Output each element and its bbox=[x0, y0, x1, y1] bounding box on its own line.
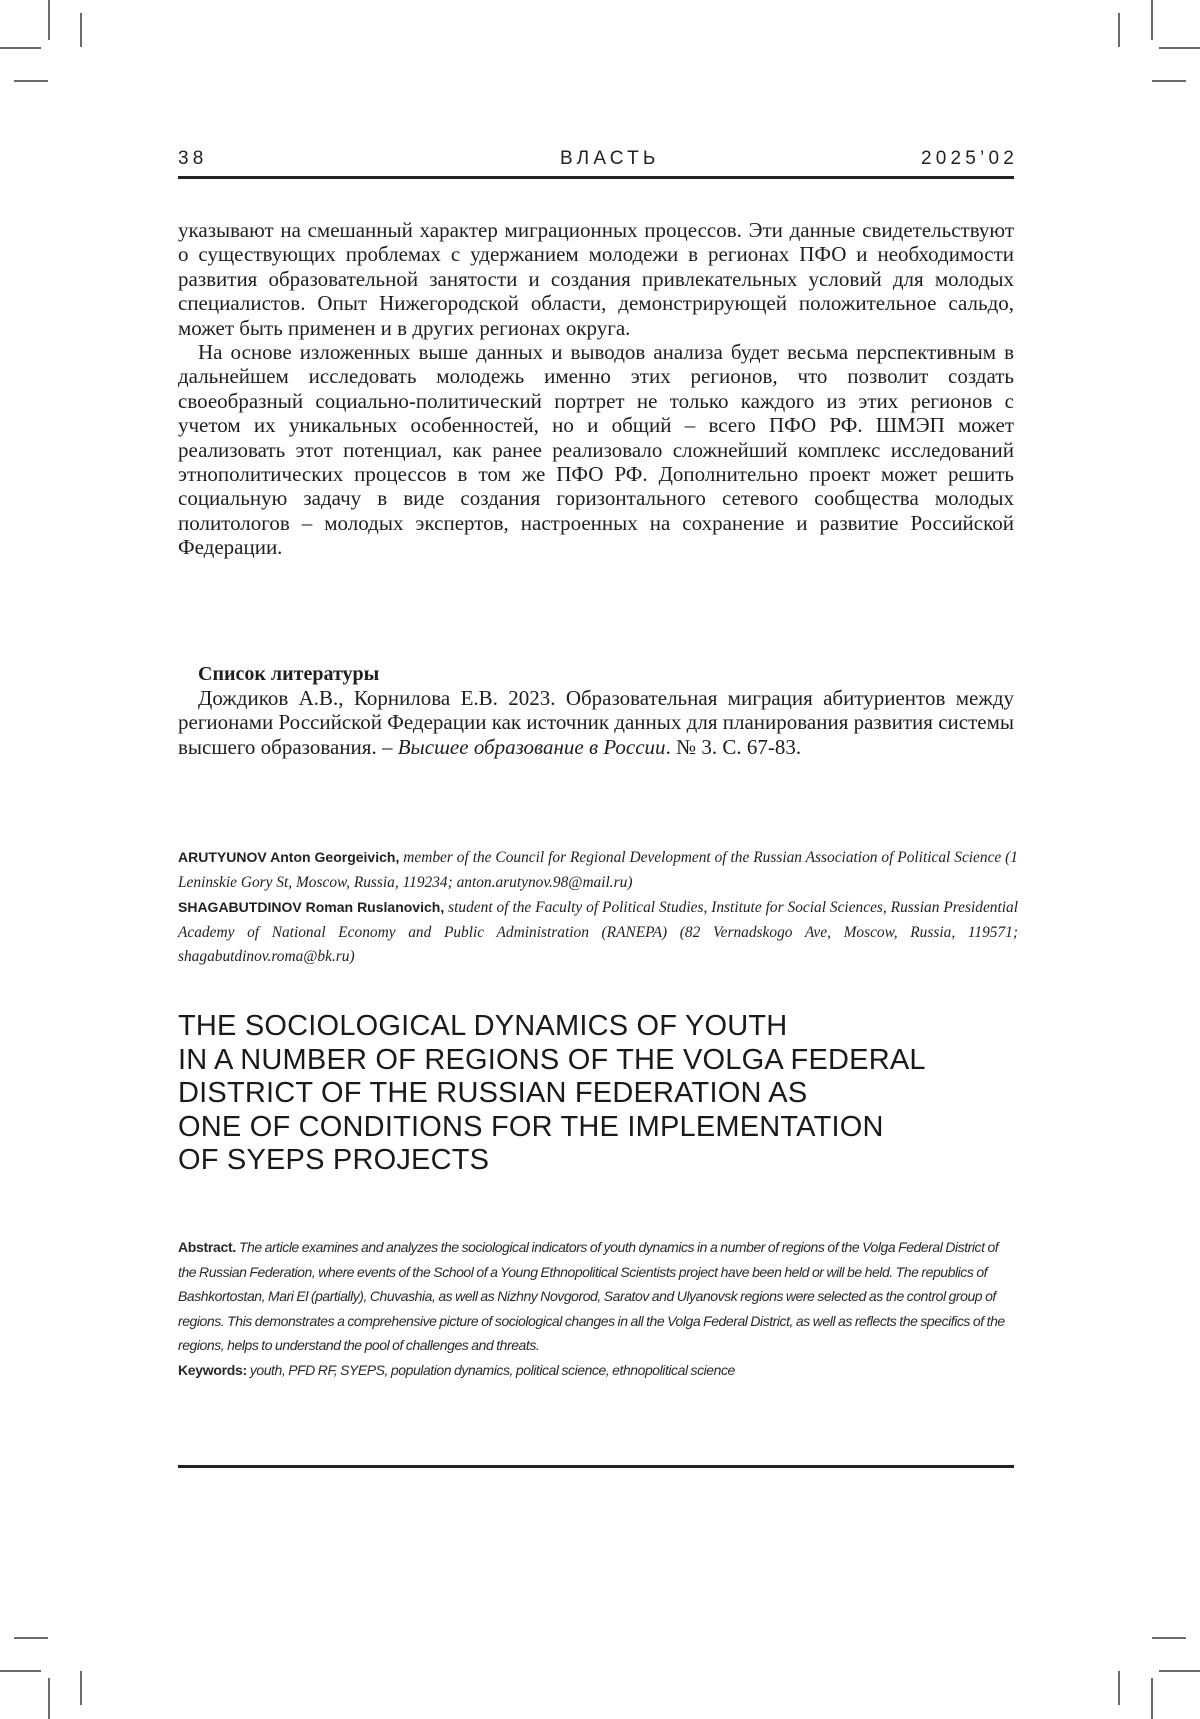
issue-number: 2025’02 bbox=[920, 148, 1018, 169]
crop-mark-top-left-v bbox=[48, 0, 50, 40]
crop-mark-top-right-h-inner bbox=[1152, 80, 1186, 82]
crop-mark-bottom-left-v bbox=[48, 1678, 50, 1719]
crop-mark-bottom-left-v-inner bbox=[80, 1671, 82, 1705]
crop-mark-bottom-left-h bbox=[0, 1670, 41, 1672]
title-line: OF SYEPS PROJECTS bbox=[178, 1144, 490, 1176]
author-name: SHAGABUTDINOV Roman Ruslanovich, bbox=[178, 899, 445, 915]
crop-mark-top-left-v-inner bbox=[80, 13, 82, 47]
references-section bbox=[178, 662, 1014, 759]
abstract-section bbox=[178, 1235, 1014, 1383]
crop-mark-bottom-right-v-inner bbox=[1118, 1671, 1120, 1705]
crop-mark-top-right-v bbox=[1151, 0, 1153, 40]
body-text bbox=[178, 218, 1014, 560]
abstract bbox=[178, 1235, 1014, 1358]
footer-rule bbox=[178, 1465, 1014, 1468]
author-entry bbox=[178, 895, 1018, 970]
abstract-text: The article examines and analyzes the sociological indicators of youth dynamics in a number of regions of the Volga Federal District of the Russian Federation, where events of the School of a Young Ethnopolitical Scientists project have been held or will be held. The republics of Bashkortostan, Mari El (partially), Chuvashia, as well as Nizhny Novgorod, Saratov and Ulyanovsk regions were selected as the control group of regions. This demonstrates a comprehensive picture of sociological changes in all the Volga Federal District, as well as reflects the specifics of the regions, helps to understand the pool of challenges and threats. bbox=[178, 1239, 1005, 1354]
reference-tail: . № 3. С. 67-83. bbox=[665, 734, 802, 759]
keywords-text: youth, PFD RF, SYEPS, population dynamics, political science, ethnopolitical science bbox=[246, 1361, 735, 1378]
running-head bbox=[178, 148, 1018, 178]
crop-mark-bottom-left-h-inner bbox=[14, 1637, 48, 1639]
body-paragraph: указывают на смешанный характер миграционных процессов. Эти данные свидетельствуют о существующих проблемах с удержанием молодежи в регионах ПФО и необходимости развития образовательной занятости и создания привлекательных условий для молодых специалистов. Опыт Нижегородской области, демонстрирующей положительное сальдо, может быть применен и в других регионах округа. bbox=[178, 218, 1014, 340]
title-line: IN A NUMBER OF REGIONS OF THE VOLGA FEDERAL bbox=[178, 1043, 926, 1076]
author-entry bbox=[178, 845, 1018, 895]
author-affiliation: member of the Council for Regional Development of the Russian Association of Political Science (1 Leninskie Gory St, Moscow, Russia, 119234; anton.arutynov.98@mail.ru) bbox=[178, 849, 1018, 891]
abstract-label: Abstract. bbox=[178, 1239, 236, 1255]
references-heading: Список литературы bbox=[198, 663, 380, 685]
body-paragraph: На основе изложенных выше данных и выводов анализа будет весьма перспективным в дальнейшем исследовать молодежь именно этих регионов, что позволит создать своеобразный социально-политический портрет не только каждого из этих регионов с учетом их уникальных особенностей, но и общий – всего ПФО РФ. ШМЭП может реализовать этот потенциал, как ранее реализовало сложнейший комплекс исследований этнополитических процессов в том же ПФО РФ. Дополнительно проект может решить социальную задачу в виде создания горизонтального сетевого сообщества молодых политологов – молодых экспертов, настроенных на сохранение и развитие Российской Федерации. bbox=[178, 340, 1014, 560]
article-title bbox=[178, 1010, 1014, 1178]
crop-mark-top-right-h bbox=[1159, 47, 1200, 49]
keywords-label: Keywords: bbox=[178, 1361, 247, 1378]
author-affiliation: student of the Faculty of Political Studies, Institute for Social Sciences, Russian Presidential Academy of National Economy and Public Administration (RANEPA) (82 Vernadskogo Ave, Moscow, Russia, 119571; shagabutdinov.roma@bk.ru) bbox=[178, 899, 1019, 965]
crop-mark-top-right-v-inner bbox=[1118, 13, 1120, 47]
keywords bbox=[178, 1358, 1014, 1383]
reference-text: Дождиков А.В., Корнилова Е.В. 2023. Образовательная миграция абитуриентов между регионами Российской Федерации как источник данных для планирования развития системы высшего образования. – bbox=[178, 686, 1014, 759]
header-rule bbox=[178, 176, 1014, 179]
crop-mark-bottom-right-h-inner bbox=[1152, 1637, 1186, 1639]
title-line: THE SOCIOLOGICAL DYNAMICS OF YOUTH bbox=[178, 1010, 788, 1042]
title-line: ONE OF CONDITIONS FOR THE IMPLEMENTATION bbox=[178, 1110, 884, 1143]
title-line: DISTRICT OF THE RUSSIAN FEDERATION AS bbox=[178, 1077, 808, 1109]
crop-mark-top-left-h-inner bbox=[14, 80, 48, 82]
page-number: 38 bbox=[178, 148, 208, 169]
reference-journal: Высшее образование в России bbox=[397, 734, 666, 759]
crop-mark-top-left-h bbox=[0, 47, 41, 49]
author-name: ARUTYUNOV Anton Georgeivich, bbox=[178, 849, 400, 865]
crop-mark-bottom-right-h bbox=[1159, 1670, 1200, 1672]
journal-name: ВЛАСТЬ bbox=[560, 148, 660, 169]
reference-item bbox=[178, 686, 1014, 759]
author-info bbox=[178, 845, 1018, 970]
crop-mark-bottom-right-v bbox=[1151, 1678, 1153, 1719]
